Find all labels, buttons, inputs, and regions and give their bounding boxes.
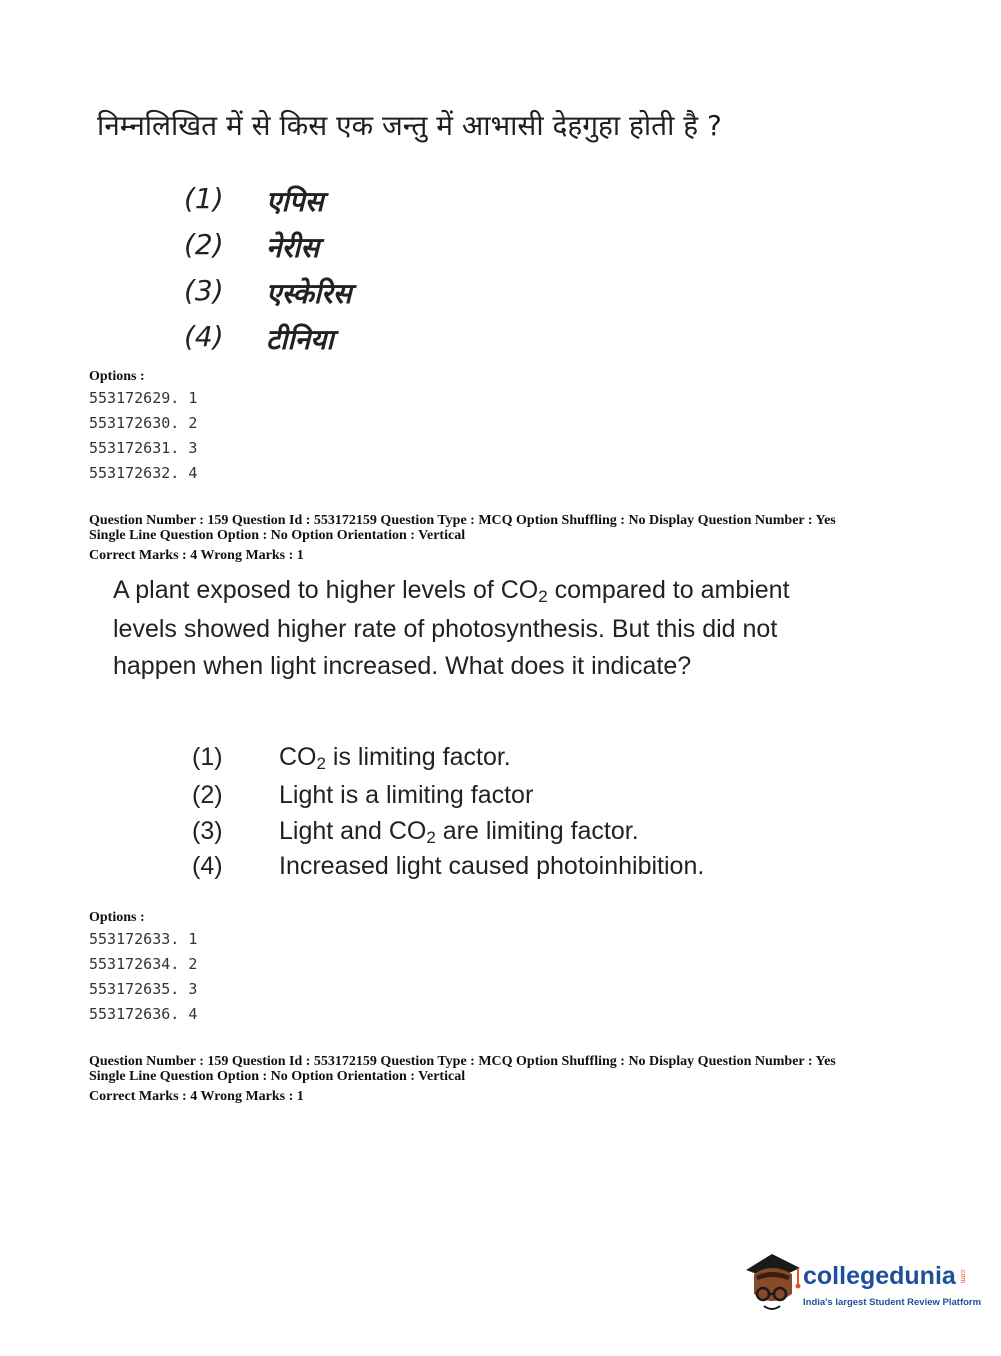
- option-id: 553172631. 3: [89, 439, 198, 457]
- option-text: एस्केरिस: [266, 277, 352, 310]
- options-label: Options :: [89, 910, 145, 925]
- question-meta: Single Line Question Option : No Option Orientation : Vertical: [89, 1069, 466, 1084]
- options-label: Options :: [89, 369, 145, 384]
- option-number: (2): [192, 781, 223, 809]
- option-number: (2): [184, 228, 224, 261]
- question-meta: Single Line Question Option : No Option Orientation : Vertical: [89, 528, 466, 543]
- option-number: (1): [192, 743, 223, 771]
- option-id: 553172632. 4: [89, 464, 198, 482]
- logo-name: collegedunia: [803, 1262, 956, 1290]
- question-text-english: [113, 572, 833, 685]
- question-text-part: compared to ambient levels showed higher rate of photosynthesis. But this did not happen when light increased. What does it indicate?: [113, 576, 790, 680]
- option-text: CO2 is limiting factor.: [279, 743, 511, 773]
- option-number: (4): [184, 320, 224, 353]
- marks-info: Correct Marks : 4 Wrong Marks : 1: [89, 1089, 304, 1104]
- option-id: 553172635. 3: [89, 980, 198, 998]
- subscript: 2: [538, 587, 548, 606]
- logo-tagline: India's largest Student Review Platform: [803, 1297, 982, 1308]
- option-id: 553172629. 1: [89, 389, 198, 407]
- option-text: टीनिया: [266, 323, 334, 356]
- option-number: (3): [184, 274, 224, 307]
- option-id: 553172630. 2: [89, 414, 198, 432]
- marks-info: Correct Marks : 4 Wrong Marks : 1: [89, 548, 304, 563]
- question-text-part: A plant exposed to higher levels of CO: [113, 576, 539, 604]
- option-text: एपिस: [266, 185, 324, 218]
- question-text-hindi: निम्नलिखित में से किस एक जन्तु में आभासी देहगुहा होती है ?: [97, 109, 722, 142]
- question-meta: Question Number : 159 Question Id : 553172159 Question Type : MCQ Option Shuffling : No Display Question Number : Yes: [89, 513, 836, 528]
- option-id: 553172636. 4: [89, 1005, 198, 1023]
- option-id: 553172633. 1: [89, 930, 198, 948]
- option-number: (4): [192, 852, 223, 880]
- logo-domain: .com: [959, 1268, 966, 1284]
- question-meta: Question Number : 159 Question Id : 553172159 Question Type : MCQ Option Shuffling : No Display Question Number : Yes: [89, 1054, 836, 1069]
- mascot-logo-icon: [742, 1250, 804, 1320]
- option-text: Light and CO2 are limiting factor.: [279, 817, 639, 847]
- option-number: (3): [192, 817, 223, 845]
- option-id: 553172634. 2: [89, 955, 198, 973]
- option-number: (1): [184, 182, 224, 215]
- option-text: नेरीस: [266, 231, 320, 264]
- option-text: Light is a limiting factor: [279, 781, 534, 809]
- option-text: Increased light caused photoinhibition.: [279, 852, 705, 880]
